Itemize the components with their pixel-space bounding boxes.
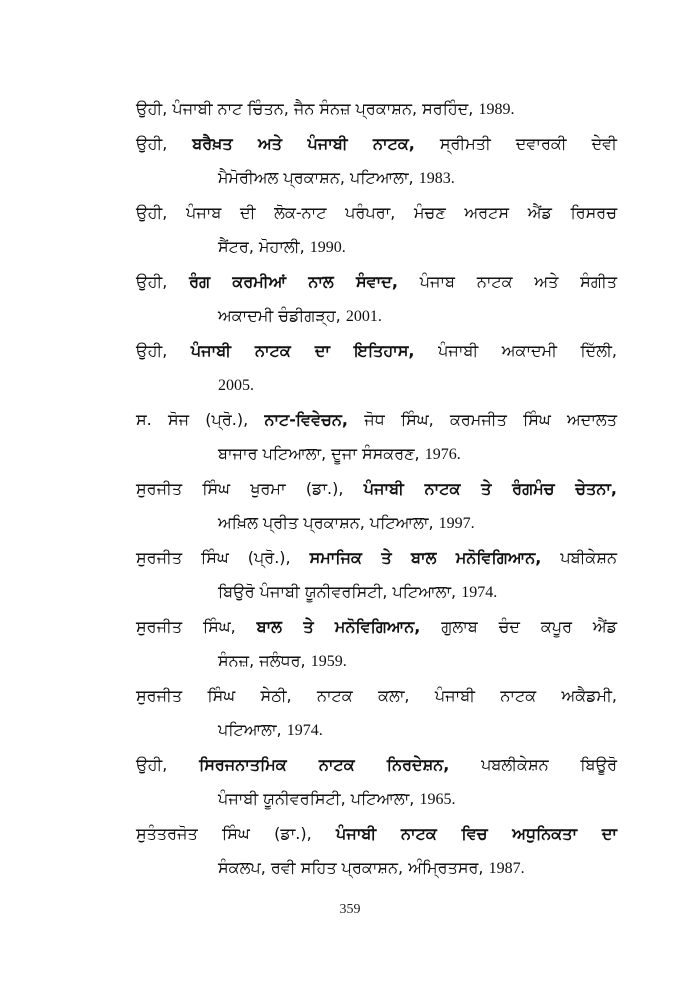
entry-year: 1974. <box>286 722 323 739</box>
bibliography-entry <box>136 92 617 127</box>
entry-publisher-cont: ਬਾਜਾਰ ਪਟਿਆਲਾ, ਦੂਜਾ ਸੰਸਕਰਣ, <box>218 444 425 463</box>
entry-publisher-cont: ਸੰਨਜ਼, ਜਲੰਧਰ, <box>218 651 311 670</box>
entry-year: 2005. <box>218 377 254 394</box>
entry-title: ਰੰਗ ਕਰਮੀਆਂ ਨਾਲ ਸੰਵਾਦ, <box>189 272 398 291</box>
entry-year: 1983. <box>418 170 455 187</box>
entry-author: ਸ. ਸੋਜ (ਪ੍ਰੋ.), <box>136 410 265 429</box>
entry-title: ਪੰਜਾਬੀ ਨਾਟਕ ਵਿਚ ਅਧੁਨਿਕਤਾ ਦਾ <box>336 824 617 843</box>
entry-year: 1959. <box>310 653 347 670</box>
entry-publisher-cont: ਪਟਿਆਲਾ, <box>218 720 287 739</box>
bibliography-entry <box>136 472 617 541</box>
bibliography-entry <box>136 541 617 610</box>
entry-author: ਸੁਰਜੀਤ ਸਿੰਘ, <box>136 617 257 636</box>
entry-year: 1976. <box>424 446 461 463</box>
entry-publisher-cont: ਸੈਂਟਰ, ਮੋਹਾਲੀ, <box>218 237 310 256</box>
entry-author: ਸੁਰਜੀਤ ਸਿੰਘ (ਪ੍ਰੋ.), <box>136 548 310 567</box>
entry-title: ਪੰਜਾਬੀ ਨਾਟਕ ਤੇ ਰੰਗਮੰਚ ਚੇਤਨਾ, <box>363 479 617 498</box>
entry-author: ਉਹੀ, <box>136 341 191 360</box>
entry-year: 1997. <box>438 515 475 532</box>
entry-author: ਉਹੀ, <box>136 755 200 774</box>
entry-year: 1990. <box>309 239 346 256</box>
page-number: 359 <box>339 902 361 917</box>
entry-publisher: ਪੰਜਾਬੀ ਅਕਾਦਮੀ ਦਿੱਲੀ, <box>414 341 617 360</box>
entry-title: ਨਾਟ-ਵਿਵੇਚਨ, <box>264 410 348 429</box>
entry-publisher: ਜੋਧ ਸਿੰਘ, ਕਰਮਜੀਤ ਸਿੰਘ ਅਦਾਲਤ <box>347 410 617 429</box>
entry-year: 2001. <box>345 308 382 325</box>
entry-year: 1965. <box>419 791 456 808</box>
bibliography-entry <box>136 196 617 265</box>
entry-title: ਸਿਰਜਨਾਤਮਿਕ ਨਾਟਕ ਨਿਰਦੇਸ਼ਨ, <box>199 755 450 774</box>
entry-publisher-cont: ਪੰਜਾਬੀ ਯੂਨੀਵਰਸਿਟੀ, ਪਟਿਆਲਾ, <box>218 789 420 808</box>
entry-publisher: ਗੁਲਾਬ ਚੰਦ ਕਪੂਰ ਐਂਡ <box>420 617 617 636</box>
entry-author: ਸੁਰਜੀਤ ਸਿੰਘ ਖੁਰਮਾ (ਡਾ.), <box>136 479 364 498</box>
entry-publisher: ਪੰਜਾਬ ਨਾਟਕ ਅਤੇ ਸੰਗੀਤ <box>397 272 617 291</box>
entry-publisher-cont: ਅਖ਼ਿਲ ਪ੍ਰੀਤ ਪ੍ਰਕਾਸ਼ਨ, ਪਟਿਆਲਾ, <box>218 513 439 532</box>
entry-publisher-cont: ਅਕਾਦਮੀ ਚੰਡੀਗੜ੍ਹ, <box>218 306 346 325</box>
bibliography-entry <box>136 679 617 748</box>
entry-publisher-cont: ਮੈਮੋਰੀਅਲ ਪ੍ਰਕਾਸ਼ਨ, ਪਟਿਆਲਾ, <box>218 168 419 187</box>
entry-author: ਉਹੀ, <box>136 272 190 291</box>
entry-publisher-cont: ਸੰਕਲਪ, ਰਵੀ ਸਹਿਤ ਪ੍ਰਕਾਸ਼ਨ, ਅੰਮ੍ਰਿਤਸਰ, <box>218 858 489 877</box>
bibliography-entry <box>136 817 617 886</box>
entry-year: 1989. <box>478 101 515 118</box>
entry-title: ਪੰਜਾਬੀ ਨਾਟਕ ਦਾ ਇਤਿਹਾਸ, <box>190 341 415 360</box>
bibliography-entry <box>136 334 617 403</box>
bibliography-entry <box>136 265 617 334</box>
entry-title: ਬਾਲ ਤੇ ਮਨੋਵਿਗਿਆਨ, <box>256 617 421 636</box>
bibliography-entry <box>136 610 617 679</box>
entry-publisher: ਸ੍ਰੀਮਤੀ ਦਵਾਰਕੀ ਦੇਵੀ <box>414 134 617 153</box>
bibliography-entry <box>136 748 617 817</box>
entry-title: ਬਰੈਖ਼ਤ ਅਤੇ ਪੰਜਾਬੀ ਨਾਟਕ, <box>192 134 415 153</box>
entry-text: ਉਹੀ, ਪੰਜਾਬੀ ਨਾਟ ਚਿੰਤਨ, ਜੈਨ ਸੰਨਜ਼ ਪ੍ਰਕਾਸ਼ਨ, ਸਰਹਿੰਦ, <box>136 99 479 118</box>
bibliography-entry <box>136 403 617 472</box>
entry-author: ਸੁਤੰਤਰਜੋਤ ਸਿੰਘ (ਡਾ.), <box>136 824 337 843</box>
entry-year: 1987. <box>488 860 525 877</box>
bibliography-entry <box>136 127 617 196</box>
entry-author: ਉਹੀ, <box>136 134 193 153</box>
entry-publisher: ਪਬਲੀਕੇਸ਼ਨ ਬਿਊਰੋ <box>449 755 617 774</box>
bibliography-list <box>136 92 617 886</box>
entry-text: ਸੁਰਜੀਤ ਸਿੰਘ ਸੇਠੀ, ਨਾਟਕ ਕਲਾ, ਪੰਜਾਬੀ ਨਾਟਕ ਅਕੈਡਮੀ, <box>136 686 617 705</box>
entry-publisher-cont: ਬਿਉਰੋ ਪੰਜਾਬੀ ਯੂਨੀਵਰਸਿਟੀ, ਪਟਿਆਲਾ, <box>218 582 462 601</box>
entry-text: ਉਹੀ, ਪੰਜਾਬ ਦੀ ਲੋਕ-ਨਾਟ ਪਰੰਪਰਾ, ਮੰਚਣ ਅਰਟਸ ਐਂਡ ਰਿਸਰਚ <box>136 203 617 222</box>
entry-title: ਸਮਾਜਿਕ ਤੇ ਬਾਲ ਮਨੋਵਿਗਿਆਨ, <box>309 548 542 567</box>
entry-publisher: ਪਬੀਕੇਸ਼ਨ <box>541 548 618 567</box>
entry-year: 1974. <box>461 584 498 601</box>
